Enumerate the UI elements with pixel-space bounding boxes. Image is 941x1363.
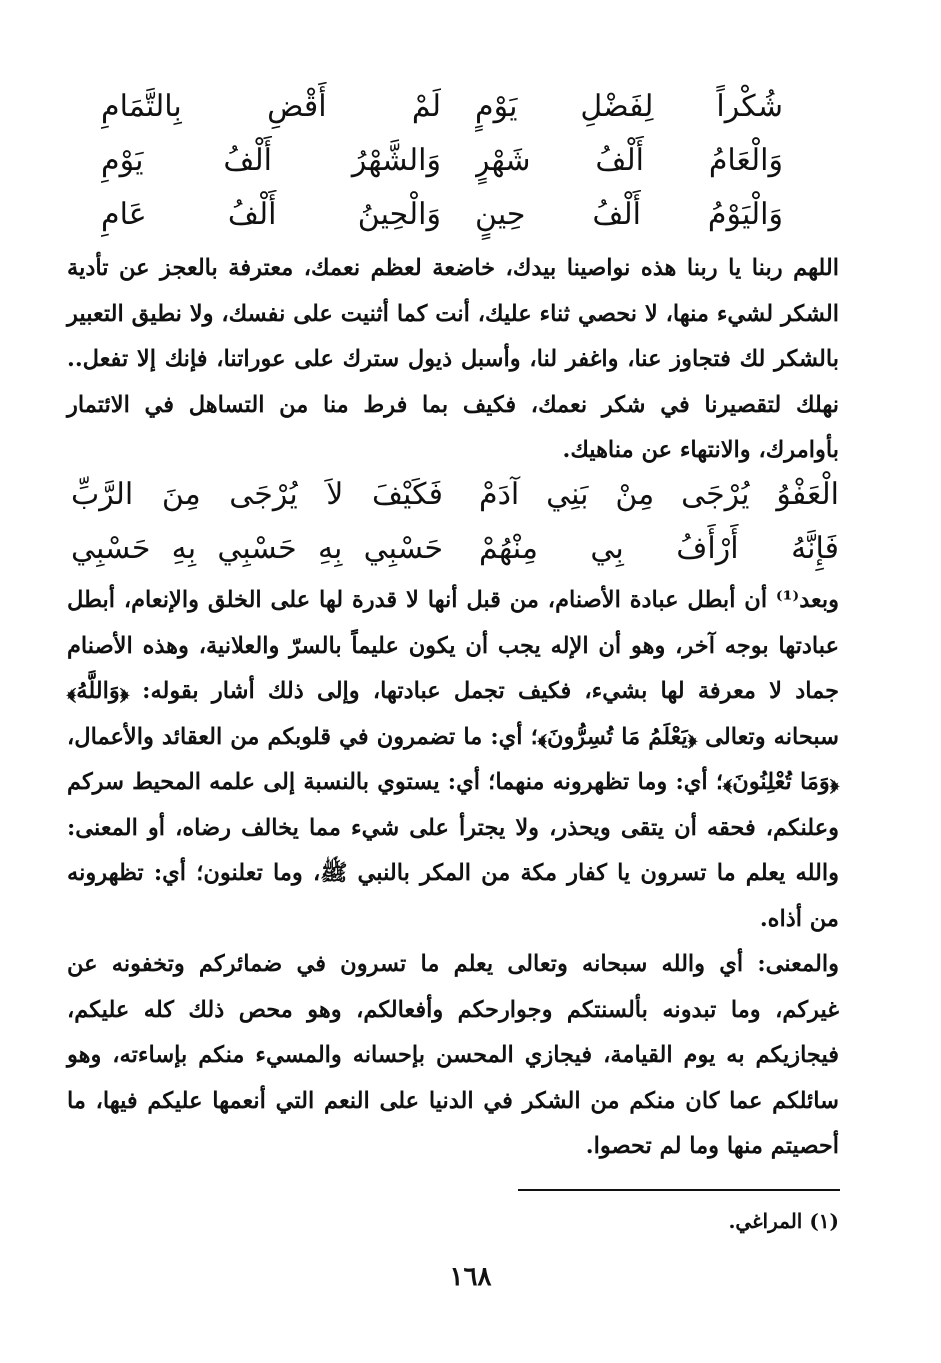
verse-line	[0, 190, 941, 240]
tafsir-paragraph: وبعد⁽¹⁾ أن أبطل عبادة الأصنام، من قبل أنها لا قدرة لها على الخلق والإنعام، أبطل عبادتها بوجه آخر، وهو أن الإله يجب أن يكون عليماً بالسرّ والعلانية، وهذه الأصنام جماد لا معرفة لها بشيء، فكيف تجمل عبادتها، وإلى ذلك أشار بقوله: ﴿وَاللَّهُ﴾ سبحانه وتعالى ﴿يَعْلَمُ مَا تُسِرُّونَ﴾؛ أي: ما تضمرون في قلوبكم من العقائد والأعمال، ﴿وَمَا تُعْلِنُونَ﴾؛ أي: وما تظهرونه منهما؛ أي: يستوي بالنسبة إلى علمه المحيط سركم وعلنكم، فحقه أن يتقى ويحذر، ولا يجترأ على شيء مما يخالف رضاه، أو المعنى: والله يعلم ما تسرون يا كفار مكة من المكر بالنبي ﷺ، وما تعلنون؛ أي: تظهرونه من أذاه.	[67, 587, 839, 932]
verse-second-hemistich: وَالشَّهْرُ أَلْفُ يَوْمِ	[101, 143, 441, 178]
verse-first-hemistich: وَالْعَامُ أَلْفُ شَهْرٍ	[475, 143, 783, 178]
verse-first-hemistich: شُكْراً لِفَضْلِ يَوْمٍ	[475, 89, 783, 124]
verse-line	[0, 82, 941, 132]
page-number: ١٦٨	[449, 1262, 492, 1292]
verse-first-hemistich: فَإِنَّهُ أَرْأَفُ بِي مِنْهُمْ	[479, 531, 839, 566]
verse-line	[0, 136, 941, 186]
verse-second-hemistich: فَكَيْفَ لاَ يُرْجَى مِنَ الرَّبِّ	[71, 477, 443, 512]
meaning-paragraph	[67, 942, 839, 1170]
meaning-body-text: أي والله سبحانه وتعالى يعلم ما تسرون في ضمائركم وتخفونه عن غيركم، وما تبدونه بألسنتكم وجوارحكم وأفعالكم، وهو محص ذلك كله عليكم، فيجازيكم به يوم القيامة، فيجازي المحسن بإحسانه والمسيء منكم بإساءته، وهو سائلكم عما كان منكم من الشكر في الدنيا على النعم التي أنعمها عليكم فيها، ما أحصيتم منها وما لم تحصوا.	[67, 951, 839, 1159]
meaning-lead-word: والمعنى:	[757, 951, 839, 977]
verse-first-hemistich: وَالْيَوْمُ أَلْفُ حِينٍ	[475, 197, 783, 232]
verse-second-hemistich: وَالْحِينُ أَلْفُ عَامِ	[101, 197, 441, 232]
verse-second-hemistich: حَسْبِي بِهِ حَسْبِي بِهِ حَسْبِي	[71, 531, 443, 566]
supplication-paragraph: اللهم ربنا يا ربنا هذه نواصينا بيدك، خاضعة لعظم نعمك، معترفة بالعجز عن تأدية الشكر لشيء منها، لا نحصي ثناء عليك، أنت كما أثنيت على نفسك، ولا نطيق التعبير بالشكر لك فتجاوز عنا، واغفر لنا، وأسبل ذيول سترك على عوراتنا، فإنك إلا تفعل.. نهلك لتقصيرنا في شكر نعمك، فكيف بما فرط منا من التساهل في الائتمار بأوامرك، والانتهاء عن مناهيك.	[67, 255, 839, 463]
verse-first-hemistich: الْعَفْوُ يُرْجَى مِنْ بَنِي آدَمْ	[479, 477, 839, 512]
verse-second-hemistich: لَمْ أَقْضِ بِالتَّمَامِ	[101, 89, 441, 124]
footnote-divider	[518, 1189, 840, 1191]
verse-line	[0, 470, 941, 520]
verse-line	[0, 524, 941, 574]
footnote: (١) المراغي.	[728, 1209, 839, 1233]
